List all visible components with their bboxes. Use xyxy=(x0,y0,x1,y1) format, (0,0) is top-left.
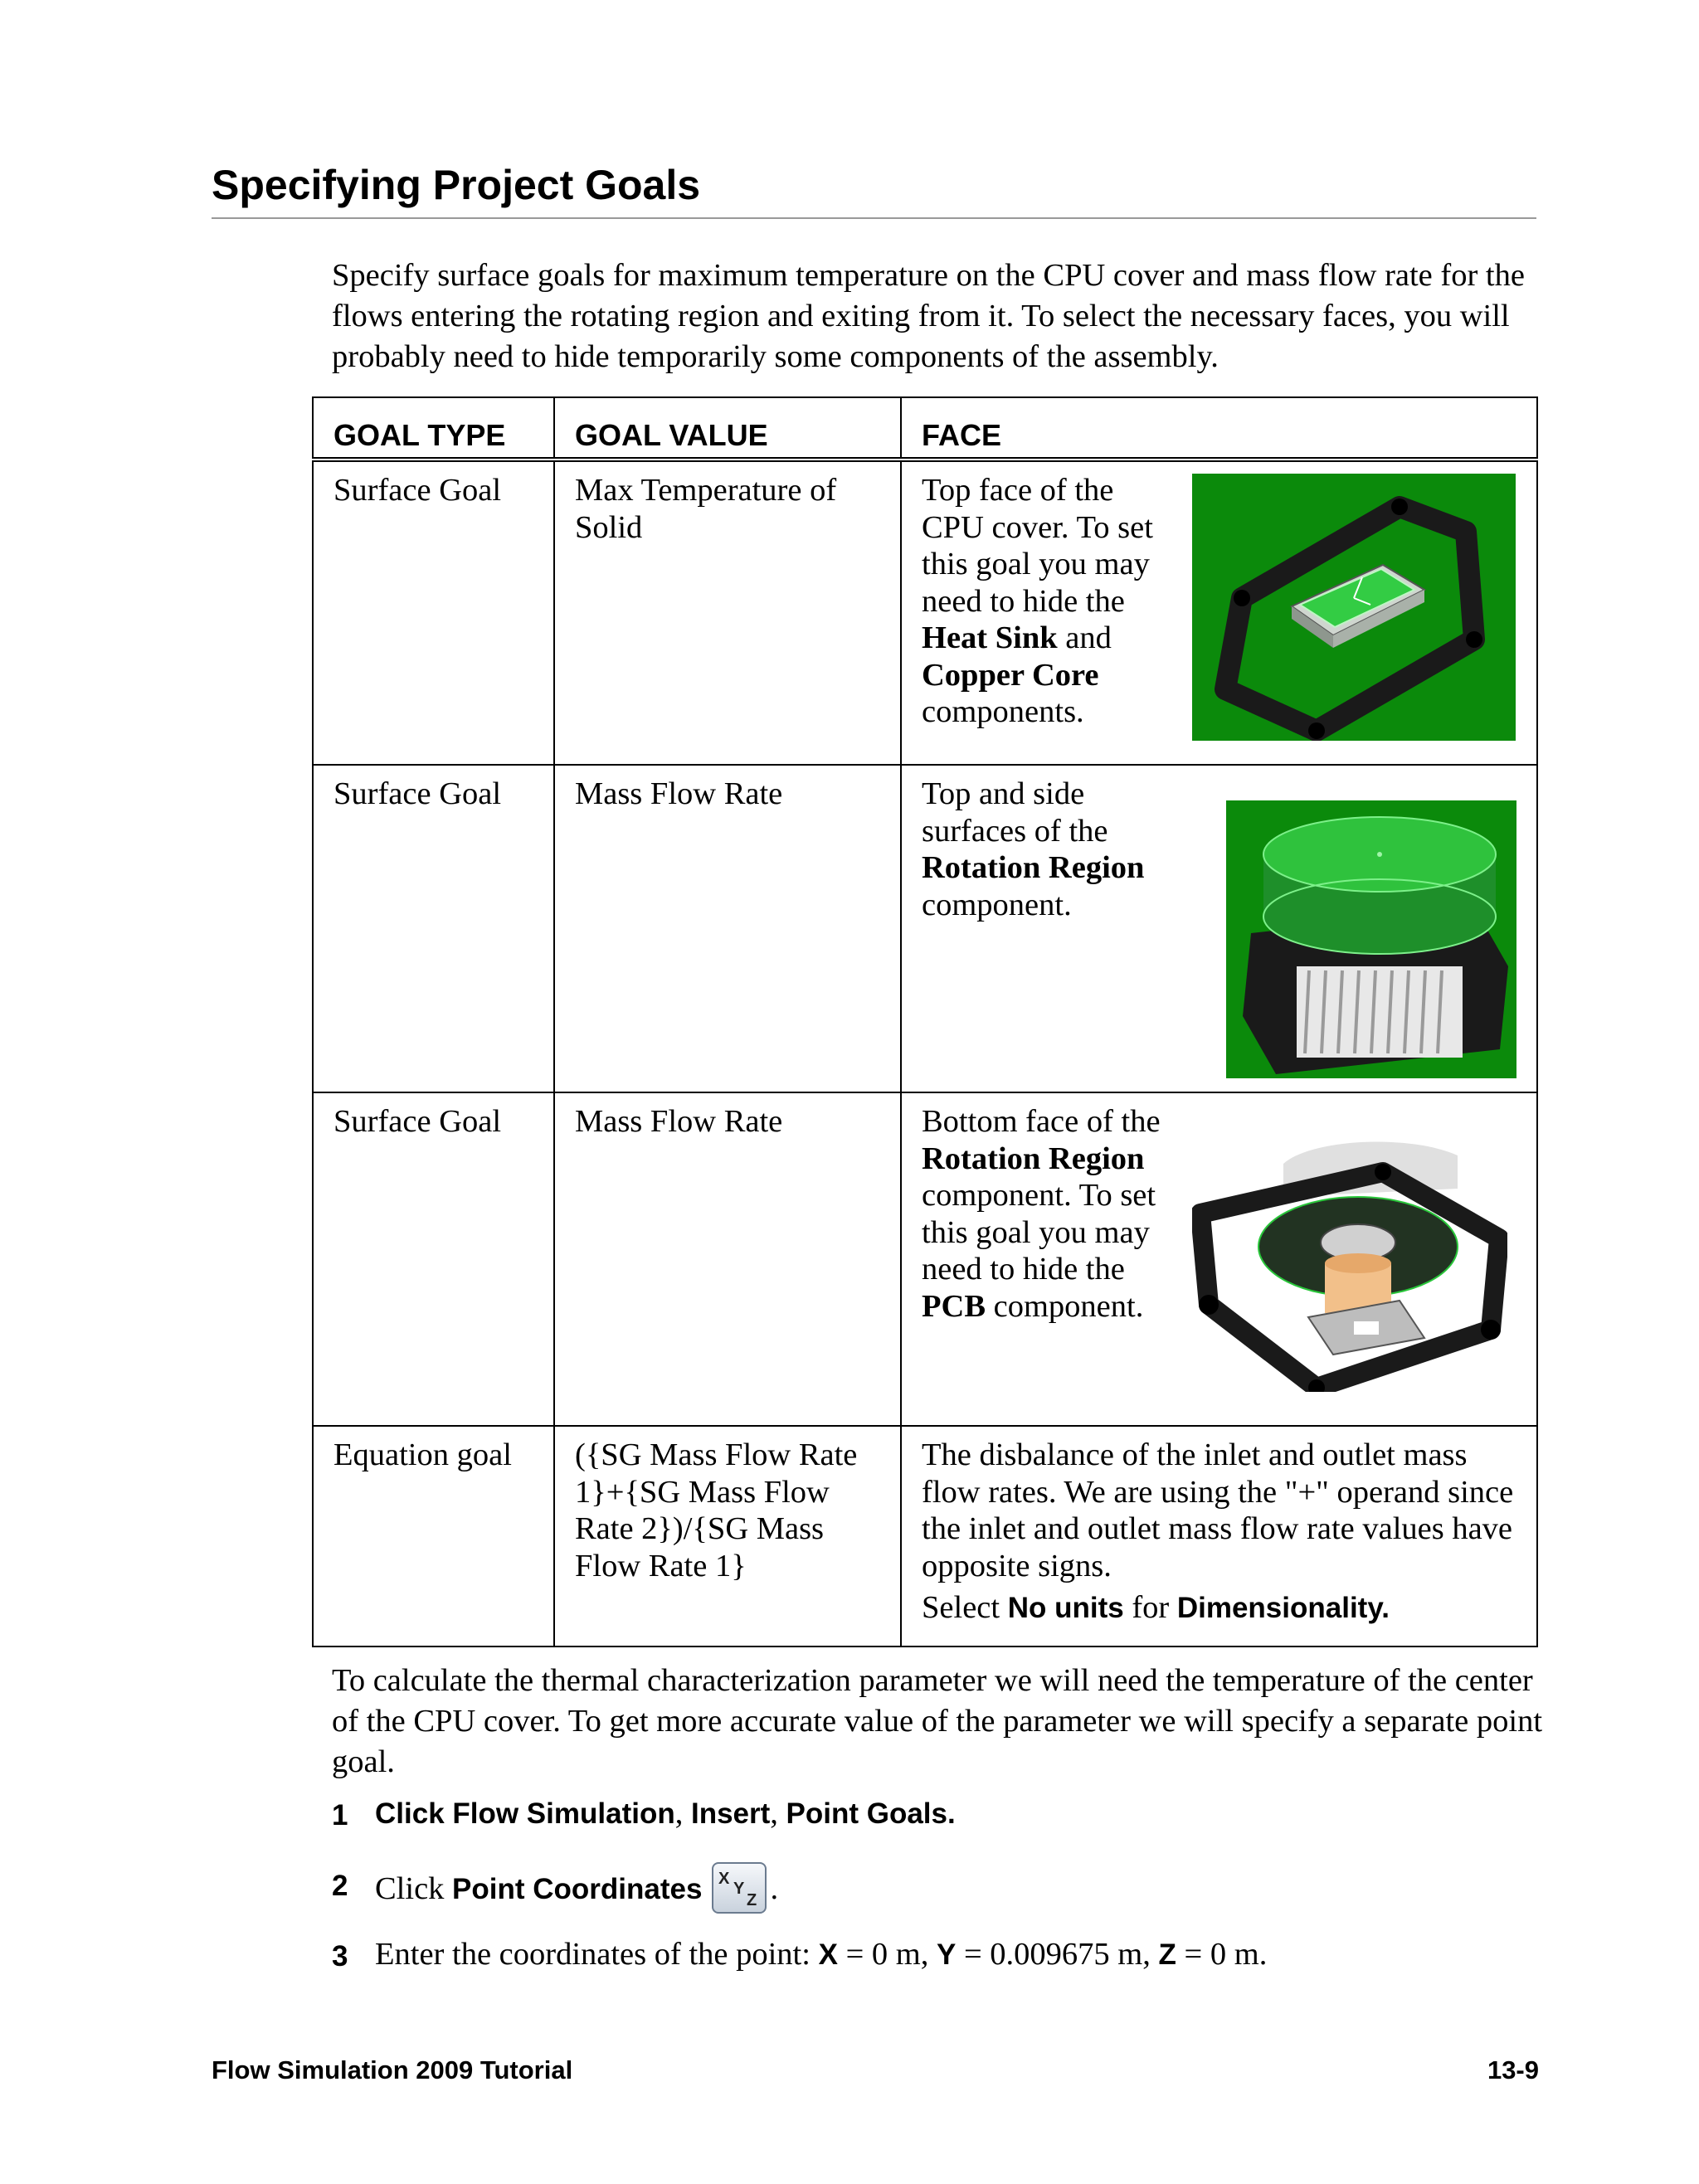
face-description: Top face of the CPU cover. To set this goal you may need to hide the Heat Sink and Copper Core components. xyxy=(922,473,1153,729)
point-coordinates-button[interactable] xyxy=(712,1862,767,1914)
step-text: Enter the coordinates of the point: X = 0 m, Y = 0.009675 m, Z = 0 m. xyxy=(375,1937,1268,1972)
table-row xyxy=(313,460,1537,765)
step-number: 3 xyxy=(332,1940,348,1972)
intro-paragraph: Specify surface goals for maximum temperature on the CPU cover and mass flow rate for the flows entering the rotating region and exiting from it. To select the necessary faces, you will probably need to hide temporarily some components of the assembly. xyxy=(332,258,1525,374)
goal-value-cell: ({SG Mass Flow Rate 1}+{SG Mass Flow Rate 2})/{SG Mass Flow Rate 1} xyxy=(575,1437,858,1583)
step-number: 1 xyxy=(332,1799,348,1831)
goal-value-cell: Max Temperature of Solid xyxy=(575,473,837,545)
goal-type-cell: Surface Goal xyxy=(333,776,502,811)
goal-value-cell: Mass Flow Rate xyxy=(575,1104,783,1139)
goals-table xyxy=(312,396,1538,1647)
table-row xyxy=(313,1092,1537,1426)
goal-type-cell: Equation goal xyxy=(333,1437,512,1472)
goal-type-cell: Surface Goal xyxy=(333,1104,502,1139)
page-title: Specifying Project Goals xyxy=(212,162,701,208)
table-header-row xyxy=(313,397,1537,460)
step-number: 2 xyxy=(332,1870,348,1902)
goal-value-cell: Mass Flow Rate xyxy=(575,776,783,811)
point-goal-paragraph: To calculate the thermal characterization parameter we will need the temperature of the center of the CPU cover. To get more accurate value of the parameter we will specify a separate point goal. xyxy=(332,1663,1543,1779)
header-face: FACE xyxy=(901,397,1537,460)
xyz-coordinates-icon xyxy=(713,1864,765,1912)
face-description: Top and side surfaces of the Rotation Region component. xyxy=(922,776,1145,922)
rotation-region-bottom-model-image xyxy=(1192,1114,1507,1392)
header-goal-value: GOAL VALUE xyxy=(554,397,901,460)
table-row xyxy=(313,765,1537,1092)
title-divider xyxy=(212,217,1536,219)
page-number: 13-9 xyxy=(1487,2055,1539,2084)
svg-text:Y: Y xyxy=(733,1880,745,1898)
table-row xyxy=(313,1426,1537,1647)
step-text: Click Flow Simulation, Insert, Point Goals. xyxy=(375,1796,956,1831)
goal-type-cell: Surface Goal xyxy=(333,473,502,508)
header-goal-type: GOAL TYPE xyxy=(313,397,554,460)
svg-text:Z: Z xyxy=(747,1891,757,1909)
step-text: Click Point Coordinates X Y Z . xyxy=(375,1865,778,1917)
rotation-region-model-image xyxy=(1226,800,1516,1078)
face-description: Bottom face of the Rotation Region component. To set this goal you may need to hide the PCB component. xyxy=(922,1104,1161,1324)
footer-title: Flow Simulation 2009 Tutorial xyxy=(212,2055,573,2084)
dimensionality-instruction: Select No units for Dimensionality. xyxy=(922,1590,1390,1625)
face-description: The disbalance of the inlet and outlet mass flow rates. We are using the "+" operand since the inlet and outlet mass flow rate values have opposite signs. xyxy=(922,1437,1514,1583)
cpu-cover-model-image xyxy=(1192,474,1516,741)
svg-text:X: X xyxy=(718,1870,730,1888)
